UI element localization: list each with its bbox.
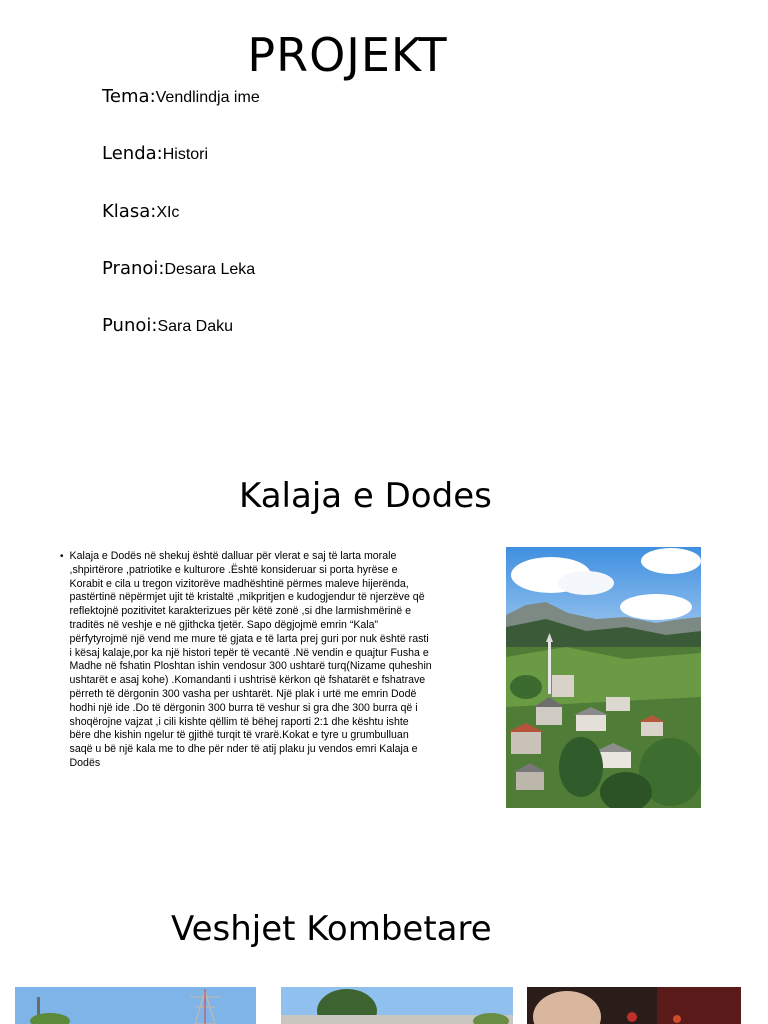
field-label: Tema:	[102, 86, 156, 107]
field-tema	[102, 86, 260, 109]
kalaja-story	[60, 550, 432, 771]
bullet-marker: •	[60, 551, 64, 562]
field-value: Sara Daku	[157, 318, 234, 335]
project-title: PROJEKT	[247, 28, 448, 82]
field-lenda	[102, 143, 208, 166]
field-klasa	[102, 201, 179, 224]
field-value: Vendlindja ime	[155, 89, 260, 106]
veshjet-heading: Veshjet Kombetare	[171, 909, 492, 949]
costume-photo-3	[527, 987, 741, 1024]
village-photo	[506, 547, 701, 808]
field-value: XIc	[156, 204, 180, 221]
costume-photo-2	[281, 987, 513, 1024]
field-value: Desara Leka	[164, 261, 256, 278]
field-pranoi	[102, 258, 255, 281]
field-label: Punoi:	[102, 315, 158, 336]
field-label: Pranoi:	[102, 258, 165, 279]
field-label: Lenda:	[102, 143, 163, 164]
field-label: Klasa:	[102, 201, 157, 222]
field-value: Histori	[162, 146, 209, 163]
kalaja-story-text: Kalaja e Dodës në shekuj është dalluar për vlerat e saj të larta morale ,shpirtërore ,patriotike e kulturore .Është konsideruar si porta hyrëse e Korabit e cila u tregon vizitorëve madhështinë përmes maleve hijerënda, pastërtinë nëpërmjet ujit të kristaltë ,mikpritjen e kudogjendur të njerzëve që reflektojnë pozitivitet karakterizues për këtë zonë ,si dhe larmishmërinë e traditës në veshje e në gjithcka tjetër. Sapo dëgjojmë emrin “Kala” përfytyrojmë një vend me mure të gjata e të larta prej guri por nuk është rasti i kësaj kalaje,por ka një histori tepër të vecantë .Në vendin e quajtur Fusha e Madhe në fshatin Ploshtan ishin vendosur 300 ushtarë turq(Nizame quheshin ushtarët e asaj kohe) .Komandanti i ushtrisë kërkon që fshatarët e fshatrave përreth të dërgonin 300 vasha per ushtarët. Një plak i urtë me emrin Dodë hodhi një ide .Do të dërgonin 300 burra të veshur si gra dhe 300 burra që i shoqërojne vajzat ,i cili kishte qëllim të bëhej raporti 2:1 dhe kështu ishte bëre dhe kishin ngelur të gjithë turqit të vrarë.Kokat e tyre u grumbulluan saqë u bë një kala me to dhe për nder të atij plaku ju vendos emri Kalaja e Dodës	[69, 550, 432, 769]
field-punoi	[102, 315, 233, 338]
kalaja-heading: Kalaja e Dodes	[239, 476, 492, 516]
costume-photo-1	[15, 987, 256, 1024]
